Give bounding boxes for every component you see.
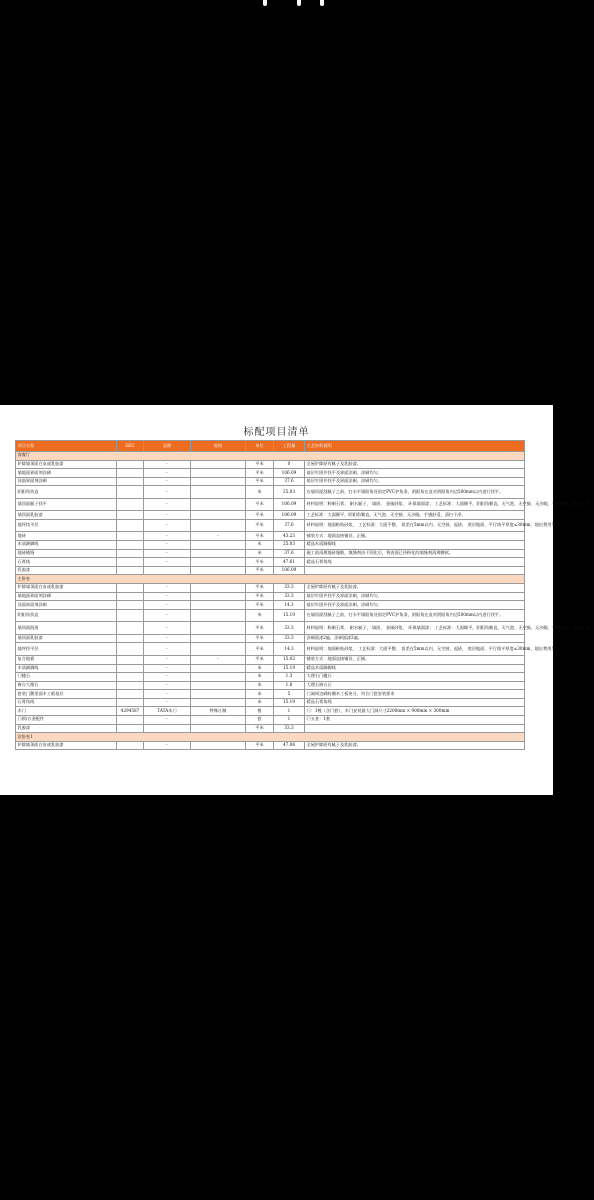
description-cell: 精品木质踢脚线 (305, 664, 525, 673)
sku-cell (117, 681, 144, 690)
sku-cell (117, 469, 144, 478)
brand-cell: - (144, 609, 191, 622)
sku-cell (117, 592, 144, 601)
brand-cell: - (144, 532, 191, 541)
sku-cell (117, 724, 144, 733)
description-cell: 材料说明：粉刷石膏、 耐水腻子、 墙固、 金刚砂浆、 环保墙面漆； 工艺标准：大面顺平，阴阳角顺直，无气泡、无空鼓、无沙眼、手感舒适，清扫干净。 (305, 622, 525, 635)
description-cell: 全屋铲除原有腻子及乳胶漆。 (305, 460, 525, 469)
column-header: 单位 (246, 441, 274, 452)
table-row (16, 622, 525, 635)
sku-cell (117, 511, 144, 520)
spec-cell (191, 549, 246, 558)
spec-cell (191, 724, 246, 733)
quantity-cell: 1 (274, 707, 305, 716)
unit-cell: 平米 (246, 511, 274, 520)
unit-cell: 平米 (246, 643, 274, 656)
spec-cell (191, 601, 246, 610)
description-cell: 铺装方式：地面直接铺设，正铺。 (305, 655, 525, 664)
description-cell: 材料说明：粉刷石膏、 耐水腻子、 墙固、 金刚砂浆、 环保墙面漆； 工艺标准：大面顺平，阴阳角顺直，无气泡、无空鼓、无沙眼、手感舒适，清扫干净。 (305, 498, 525, 511)
spec-cell (191, 681, 246, 690)
description-cell: 材料说明：地面粘贴砂浆， 工艺标准：大面平整、 误差在5mm以内、无空鼓、起砂， 底层地面、平行线平厚度≤30mm，超出费用另计。 (305, 519, 525, 532)
table-row (16, 707, 525, 716)
item-name-cell: 墙地面界面剂涂刷 (16, 592, 117, 601)
table-row (16, 460, 525, 469)
brand-cell: TATA木门 (144, 707, 191, 716)
column-header: 工程量 (274, 441, 305, 452)
brand-cell: - (144, 664, 191, 673)
sku-cell (117, 460, 144, 469)
sku-cell (117, 698, 144, 707)
spec-cell: - (191, 655, 246, 664)
sku-cell (117, 634, 144, 643)
table-row (16, 541, 525, 550)
unit-cell: 平米 (246, 519, 274, 532)
table-row (16, 609, 525, 622)
quantity-cell: 37.6 (274, 477, 305, 486)
item-name-cell: 套装门敷里面木工板基层 (16, 690, 117, 699)
indicator-mark (263, 0, 267, 6)
spec-cell (191, 486, 246, 499)
quantity-cell: 15.19 (274, 664, 305, 673)
table-row (16, 566, 525, 575)
description-cell: 基层牢固并找平及界面涂刷，涂刷均匀。 (305, 469, 525, 478)
description-cell (305, 566, 525, 575)
description-cell: 门：1樘（含门套），木门安装最大门洞尺寸2200mm × 900mm × 300mm (305, 707, 525, 716)
item-name-cell: 地砖铺缝 (16, 549, 117, 558)
table-row (16, 519, 525, 532)
brand-cell: - (144, 486, 191, 499)
description-cell: 涂刷面漆2遍，涂刷面漆2遍。 (305, 634, 525, 643)
brand-cell: - (144, 681, 191, 690)
sku-cell (117, 643, 144, 656)
unit-cell: 平米 (246, 498, 274, 511)
quantity-cell: 33.3 (274, 634, 305, 643)
spec-cell (191, 584, 246, 593)
description-cell: 基层牢固并找平及界面涂刷，涂刷均匀。 (305, 601, 525, 610)
item-name-cell: 乳胶漆 (16, 724, 117, 733)
spec-cell (191, 460, 246, 469)
sku-cell (117, 609, 144, 622)
brand-cell: - (144, 477, 191, 486)
quantity-cell: 33.3 (274, 584, 305, 593)
description-cell: 在墙顶面刮腻子之前，打水平墙阳角处固定PVC护角条，阴阳角在直对阴阳角内边500mm以内进行找平。 (305, 609, 525, 622)
unit-cell: 樘 (246, 707, 274, 716)
brand-cell: - (144, 498, 191, 511)
sku-cell (117, 566, 144, 575)
description-cell: 全屋铲除原有腻子及乳胶漆。 (305, 741, 525, 750)
brand-cell: - (144, 655, 191, 664)
spec-cell: - (191, 532, 246, 541)
spec-cell (191, 592, 246, 601)
brand-cell: - (144, 584, 191, 593)
brand-cell: - (144, 643, 191, 656)
table-row (16, 498, 525, 511)
item-name-cell: 门槛石 (16, 673, 117, 682)
item-name-cell: 门锁/五金配件 (16, 716, 117, 725)
table-row (16, 673, 525, 682)
unit-cell: 平米 (246, 724, 274, 733)
unit-cell: 米 (246, 549, 274, 558)
sku-cell (117, 716, 144, 725)
description-cell: 精品石膏角线 (305, 698, 525, 707)
sku-cell (117, 477, 144, 486)
sku-cell (117, 664, 144, 673)
spec-cell (191, 519, 246, 532)
brand-cell: - (144, 460, 191, 469)
column-header: 规格 (191, 441, 246, 452)
brand-cell: - (144, 511, 191, 520)
spec-cell (191, 511, 246, 520)
brand-cell: - (144, 469, 191, 478)
quantity-cell: 47.06 (274, 741, 305, 750)
sku-cell (117, 601, 144, 610)
table-row (16, 634, 525, 643)
item-name-cell: 窗台大理石 (16, 681, 117, 690)
item-name-cell: 墙顶面腻子找平 (16, 498, 117, 511)
brand-cell: - (144, 558, 191, 567)
quantity-cell: 106.09 (274, 469, 305, 478)
unit-cell: 平米 (246, 592, 274, 601)
description-cell: 精品石膏角线 (305, 558, 525, 567)
unit-cell: 平米 (246, 655, 274, 664)
quantity-cell: 37.6 (274, 519, 305, 532)
spec-cell (191, 690, 246, 699)
brand-cell: - (144, 601, 191, 610)
description-cell: 基层牢固并找平及界面涂刷，涂刷均匀。 (305, 477, 525, 486)
quantity-cell: 1 (274, 716, 305, 725)
item-name-cell: 铲除墙顶面白灰或乳胶漆 (16, 584, 117, 593)
item-name-cell: 木质踢脚线 (16, 664, 117, 673)
document-page (0, 405, 594, 795)
column-header: 工艺材料说明 (305, 441, 525, 452)
brand-cell: - (144, 549, 191, 558)
unit-cell: 平米 (246, 460, 274, 469)
table-row (16, 690, 525, 699)
description-cell: 全屋铲除原有腻子及乳胶漆。 (305, 584, 525, 593)
unit-cell: 平米 (246, 634, 274, 643)
quantity-cell: 106.09 (274, 511, 305, 520)
spec-cell (191, 664, 246, 673)
item-name-cell: 铲除墙顶面白灰或乳胶漆 (16, 460, 117, 469)
quantity-cell: 47.61 (274, 558, 305, 567)
unit-cell: 套 (246, 716, 274, 725)
brand-cell (144, 724, 191, 733)
description-cell (305, 724, 525, 733)
description-cell: 门五金：1套 (305, 716, 525, 725)
sku-cell: 4294587 (117, 707, 144, 716)
item-name-cell: 地砖 (16, 532, 117, 541)
spec-cell (191, 558, 246, 567)
sku-cell (117, 532, 144, 541)
spec-cell (191, 469, 246, 478)
sku-cell (117, 655, 144, 664)
description-cell: 材料说明：地面粘贴砂浆， 工艺标准：大面平整、 误差在5mm以内、无空鼓、起砂， 底层地面、平行线平厚度≤30mm，超出费用另计。 (305, 643, 525, 656)
quantity-cell: 106.09 (274, 498, 305, 511)
sku-cell (117, 549, 144, 558)
spec-cell (191, 716, 246, 725)
unit-cell: 米 (246, 664, 274, 673)
table-row (16, 558, 525, 567)
quantity-cell: 14.3 (274, 601, 305, 610)
item-name-cell: 墙顶面乳胶漆 (16, 511, 117, 520)
section-title: 主卧室 (16, 575, 525, 584)
item-name-cell: 乳胶漆 (16, 566, 117, 575)
section-row (16, 575, 525, 584)
unit-cell: 平米 (246, 741, 274, 750)
quantity-cell: 43.23 (274, 532, 305, 541)
brand-cell: - (144, 622, 191, 635)
item-name-cell: 顶面界面剂涂刷 (16, 601, 117, 610)
description-cell: 在墙顶面刮腻子之前，打水平墙阳角处固定PVC护角条，阴阳角在直对阴阳角内边500mm以内进行找平。 (305, 486, 525, 499)
unit-cell: 平米 (246, 477, 274, 486)
brand-cell (144, 566, 191, 575)
unit-cell: 米 (246, 673, 274, 682)
item-name-cell: 木门 (16, 707, 117, 716)
table-row (16, 681, 525, 690)
sku-cell (117, 622, 144, 635)
spec-cell (191, 622, 246, 635)
item-name-cell: 复合地板 (16, 655, 117, 664)
item-name-cell: 阴阳角找直 (16, 609, 117, 622)
table-row (16, 724, 525, 733)
item-name-cell: 铲除墙顶面白灰或乳胶漆 (16, 741, 117, 750)
sku-cell (117, 690, 144, 699)
status-bar-indicator (0, 0, 553, 8)
section-row (16, 452, 525, 461)
description-cell: 大理石门槛石 (305, 673, 525, 682)
quantity-cell: 33.3 (274, 592, 305, 601)
quantity-cell: 25.03 (274, 541, 305, 550)
sku-cell (117, 741, 144, 750)
unit-cell: 米 (246, 698, 274, 707)
table-row (16, 655, 525, 664)
quantity-cell: 106.09 (274, 566, 305, 575)
brand-cell: - (144, 519, 191, 532)
description-cell: 工艺标准：大面顺平，阴阳角顺直，无气泡、无空鼓、无沙眼、手感舒适，清扫干净。 (305, 511, 525, 520)
brand-cell: - (144, 690, 191, 699)
brand-cell: - (144, 673, 191, 682)
spec-cell (191, 566, 246, 575)
table-row (16, 716, 525, 725)
table-row (16, 584, 525, 593)
sku-cell (117, 673, 144, 682)
sku-cell (117, 486, 144, 499)
brand-cell: - (144, 592, 191, 601)
sku-cell (117, 541, 144, 550)
quantity-cell: 15.19 (274, 609, 305, 622)
brand-cell: - (144, 741, 191, 750)
section-title: 次卧室1 (16, 733, 525, 742)
column-header: SKU (117, 441, 144, 452)
table-row (16, 592, 525, 601)
quantity-cell: 37.6 (274, 549, 305, 558)
description-cell: 基层牢固并找平及界面涂刷，涂刷均匀。 (305, 592, 525, 601)
item-name-cell: 地坪找平层 (16, 643, 117, 656)
item-name-cell: 石膏线 (16, 558, 117, 567)
table-header-row (16, 441, 525, 452)
unit-cell: 平米 (246, 469, 274, 478)
quantity-cell: 25.03 (274, 486, 305, 499)
quantity-cell: 0 (274, 460, 305, 469)
sku-cell (117, 558, 144, 567)
item-name-cell: 地坪找平层 (16, 519, 117, 532)
quantity-cell: 33.3 (274, 724, 305, 733)
brand-cell: - (144, 541, 191, 550)
description-cell: 大理石窗台石 (305, 681, 525, 690)
section-title: 客餐厅 (16, 452, 525, 461)
unit-cell: 米 (246, 690, 274, 699)
table-row (16, 532, 525, 541)
sku-cell (117, 519, 144, 532)
spec-cell (191, 643, 246, 656)
spec-cell (191, 634, 246, 643)
table-row (16, 643, 525, 656)
item-name-cell: 墙顶面乳胶漆 (16, 634, 117, 643)
unit-cell: 米 (246, 681, 274, 690)
table-row (16, 477, 525, 486)
description-cell: 门洞周边刷防潮木工板充分，符合门套安装要求 (305, 690, 525, 699)
table-row (16, 741, 525, 750)
unit-cell: 米 (246, 541, 274, 550)
table-row (16, 549, 525, 558)
unit-cell: 米 (246, 486, 274, 499)
table-row (16, 664, 525, 673)
quantity-cell: 1.8 (274, 681, 305, 690)
quote-table (15, 440, 594, 750)
item-name-cell: 顶面界面剂涂刷 (16, 477, 117, 486)
spec-cell (191, 541, 246, 550)
table-row (16, 511, 525, 520)
spec-cell (191, 673, 246, 682)
table-row (16, 601, 525, 610)
spec-cell (191, 498, 246, 511)
unit-cell: 平米 (246, 584, 274, 593)
unit-cell: 平米 (246, 558, 274, 567)
description-cell: 铺装方式：地面直接铺设，正铺。 (305, 532, 525, 541)
item-name-cell: 墙地面界面剂涂刷 (16, 469, 117, 478)
description-cell: 施工前清理地砖缝隙，填缝剂由于固化后，将表面已经粉化的填缝剂清理擦拭。 (305, 549, 525, 558)
unit-cell: 平米 (246, 622, 274, 635)
unit-cell: 平米 (246, 601, 274, 610)
quantity-cell: 15.19 (274, 698, 305, 707)
unit-cell: 平米 (246, 566, 274, 575)
item-name-cell: 墙顶面批荡 (16, 622, 117, 635)
item-name-cell: 木质踢脚线 (16, 541, 117, 550)
sku-cell (117, 498, 144, 511)
item-name-cell: 阴阳角找直 (16, 486, 117, 499)
spec-cell: 特殊订制 (191, 707, 246, 716)
quantity-cell: 5 (274, 690, 305, 699)
document-title: 标配项目清单 (243, 427, 310, 438)
quantity-cell: 33.3 (274, 622, 305, 635)
indicator-mark (320, 0, 324, 6)
spec-cell (191, 698, 246, 707)
quantity-cell: 15.02 (274, 655, 305, 664)
column-header: 项目名称 (16, 441, 117, 452)
item-name-cell: 石膏角线 (16, 698, 117, 707)
quantity-cell: 1.3 (274, 673, 305, 682)
brand-cell: - (144, 634, 191, 643)
indicator-mark (297, 0, 301, 6)
table-row (16, 469, 525, 478)
table-row (16, 486, 525, 499)
section-row (16, 733, 525, 742)
table-row (16, 698, 525, 707)
spec-cell (191, 741, 246, 750)
quantity-cell: 14.3 (274, 643, 305, 656)
unit-cell: 平米 (246, 532, 274, 541)
brand-cell: - (144, 716, 191, 725)
column-header: 品牌 (144, 441, 191, 452)
spec-cell (191, 609, 246, 622)
sku-cell (117, 584, 144, 593)
spec-cell (191, 477, 246, 486)
unit-cell: 米 (246, 609, 274, 622)
brand-cell: - (144, 698, 191, 707)
description-cell: 精品木质踢脚线 (305, 541, 525, 550)
